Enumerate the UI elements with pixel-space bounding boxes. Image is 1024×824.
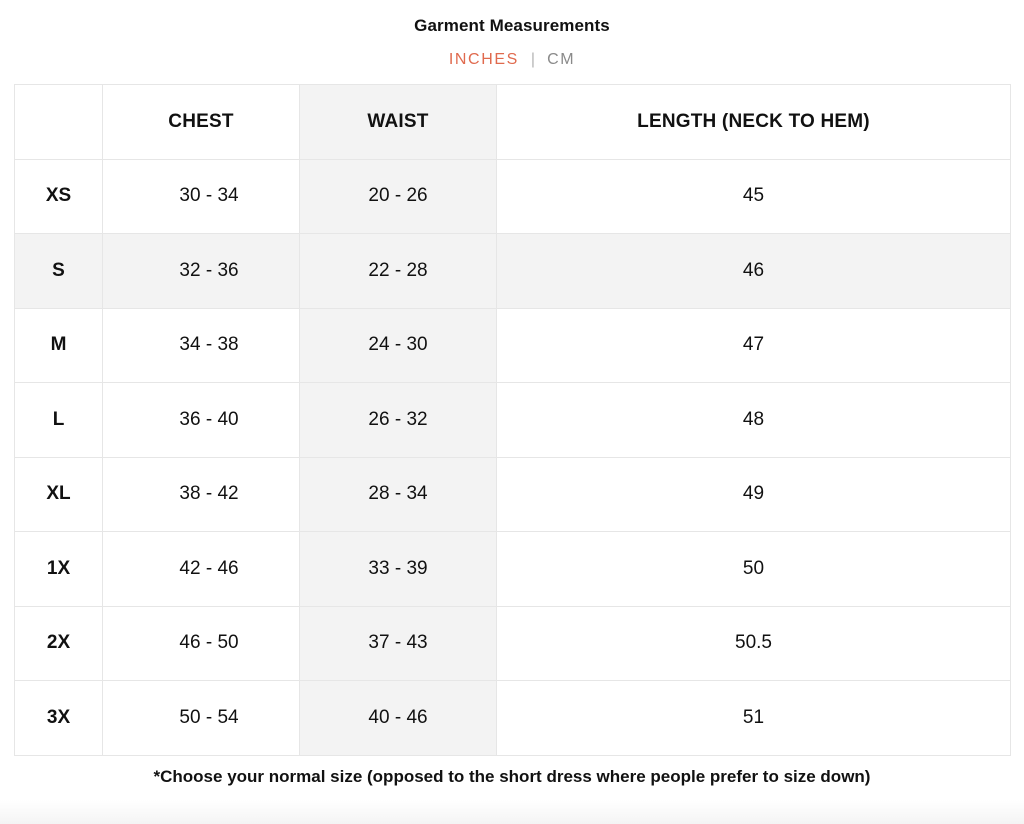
table-row xyxy=(15,606,1011,681)
table-row xyxy=(15,383,1011,458)
length-cell: 49 xyxy=(497,457,1011,532)
size-footnote: *Choose your normal size (opposed to the short dress where people prefer to size down) xyxy=(153,767,871,786)
size-cell: M xyxy=(15,308,103,383)
chest-cell: 36 - 40 xyxy=(103,383,300,458)
table-row xyxy=(15,234,1011,309)
length-cell: 50.5 xyxy=(497,606,1011,681)
table-header-row xyxy=(15,85,1011,160)
length-cell: 48 xyxy=(497,383,1011,458)
header-size xyxy=(15,85,103,160)
table-row xyxy=(15,681,1011,756)
size-cell: XL xyxy=(15,457,103,532)
size-cell: 2X xyxy=(15,606,103,681)
table-row xyxy=(15,159,1011,234)
header-chest: CHEST xyxy=(103,85,300,160)
size-cell: S xyxy=(15,234,103,309)
chest-cell: 46 - 50 xyxy=(103,606,300,681)
header-waist: WAIST xyxy=(300,85,497,160)
size-cell: 1X xyxy=(15,532,103,607)
unit-inches-toggle[interactable]: INCHES xyxy=(448,51,519,68)
unit-separator: | xyxy=(530,51,536,68)
length-cell: 45 xyxy=(497,159,1011,234)
size-cell: L xyxy=(15,383,103,458)
size-cell: 3X xyxy=(15,681,103,756)
unit-cm-toggle[interactable]: CM xyxy=(547,51,576,68)
size-chart-table xyxy=(14,84,1011,756)
waist-cell: 24 - 30 xyxy=(300,308,497,383)
chest-cell: 30 - 34 xyxy=(103,159,300,234)
waist-cell: 37 - 43 xyxy=(300,606,497,681)
waist-cell: 28 - 34 xyxy=(300,457,497,532)
page-title: Garment Measurements xyxy=(414,16,610,35)
chest-cell: 32 - 36 xyxy=(103,234,300,309)
chest-cell: 42 - 46 xyxy=(103,532,300,607)
waist-cell: 20 - 26 xyxy=(300,159,497,234)
waist-cell: 33 - 39 xyxy=(300,532,497,607)
header-length: LENGTH (NECK TO HEM) xyxy=(497,85,1011,160)
unit-toggle xyxy=(0,51,1024,69)
length-cell: 47 xyxy=(497,308,1011,383)
size-cell: XS xyxy=(15,159,103,234)
length-cell: 46 xyxy=(497,234,1011,309)
length-cell: 51 xyxy=(497,681,1011,756)
chest-cell: 38 - 42 xyxy=(103,457,300,532)
waist-cell: 22 - 28 xyxy=(300,234,497,309)
waist-cell: 26 - 32 xyxy=(300,383,497,458)
table-row xyxy=(15,457,1011,532)
chest-cell: 50 - 54 xyxy=(103,681,300,756)
table-row xyxy=(15,532,1011,607)
chest-cell: 34 - 38 xyxy=(103,308,300,383)
waist-cell: 40 - 46 xyxy=(300,681,497,756)
table-row xyxy=(15,308,1011,383)
length-cell: 50 xyxy=(497,532,1011,607)
